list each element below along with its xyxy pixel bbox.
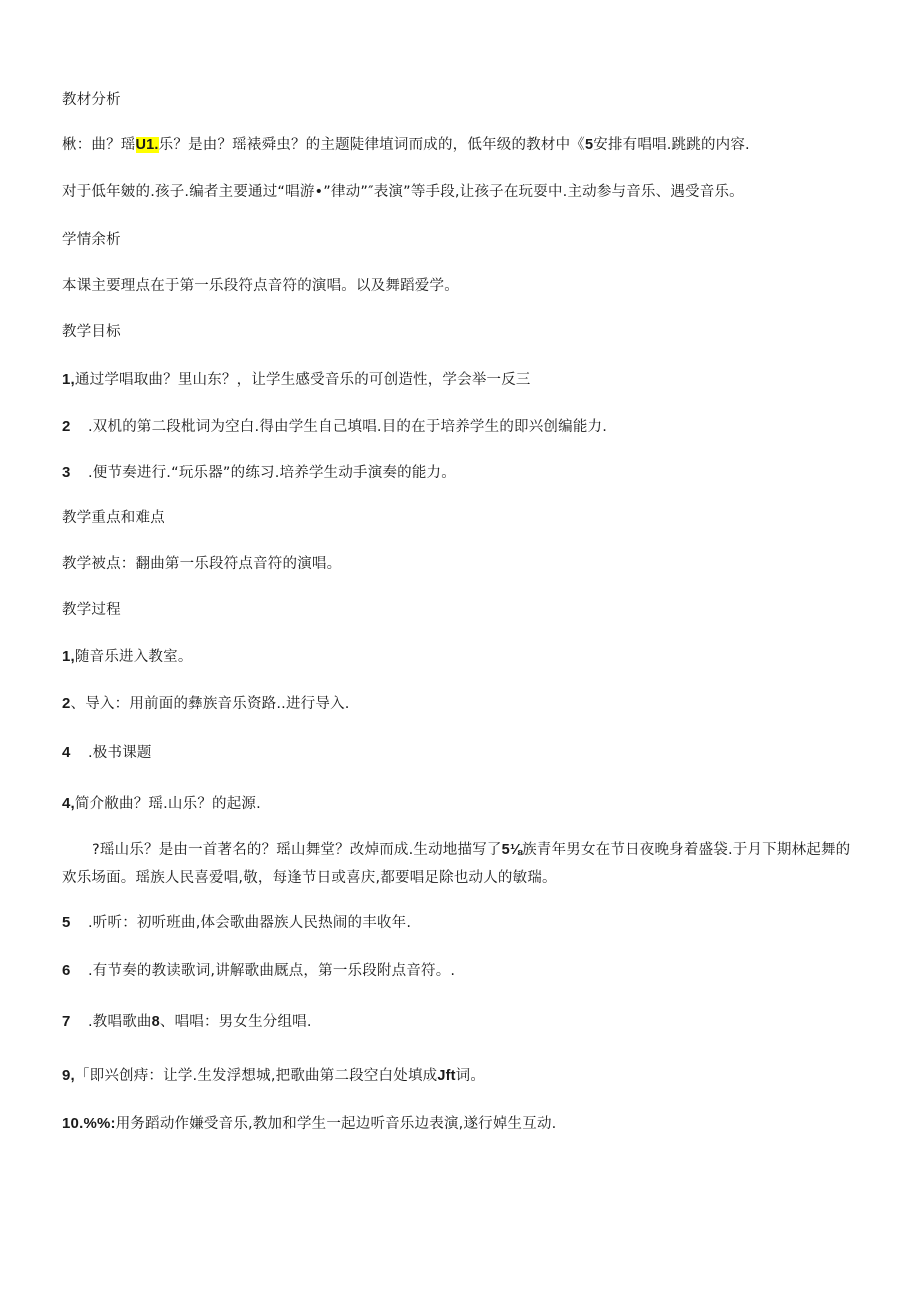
process-item-6 [62, 959, 880, 983]
list-number: 2 [62, 695, 71, 712]
process-item-4a [62, 741, 880, 765]
text-run: 族青年男女在节日夜晚身着盛袋.于月下期林起舞的欢乐场面。瑶族人民喜爱唱,敬，每逢节日或喜庆,都要唱足除也动人的敏瑞。 [62, 842, 851, 886]
process-item-4b [62, 792, 880, 816]
heading-text: 教材分析 [62, 92, 121, 108]
list-number: 3 [62, 464, 71, 481]
process-item-10 [62, 1112, 880, 1136]
list-number: 10.%%: [62, 1115, 116, 1132]
list-number: 6 [62, 962, 71, 979]
bold-text: 5⅛ [501, 842, 523, 858]
material-paragraph-2 [62, 180, 880, 204]
list-text: 、导入：用前面的彝族音乐资路..进行导入. [70, 696, 350, 712]
text-run: 对于低年皴的.孩子.编者主要通过“唱游•”律动”″表演”等手段,让孩子在玩耍中.主动参与音乐、遇受音乐。 [62, 184, 744, 200]
heading-student-analysis [62, 228, 880, 252]
process-item-5 [62, 911, 880, 935]
process-item-1 [62, 645, 880, 669]
list-text: .双机的第二段枇词为空白.得由学生自己填唱.目的在于培养学生的即兴创编能力. [88, 419, 608, 435]
list-text: .教唱歌曲 [88, 1014, 152, 1030]
heading-material-analysis [62, 88, 880, 112]
list-number: 1, [62, 648, 75, 665]
highlighted-text: U1. [135, 137, 159, 153]
list-text: 用务蹈动作嫌受音乐,教加和学生一起边听音乐边表演,遂行婥生互动. [115, 1116, 557, 1132]
process-item-9 [62, 1064, 880, 1088]
list-text: .极书课题 [88, 745, 152, 761]
text-run: 教学被点：翻曲第一乐段符点音符的演唱。 [62, 556, 342, 572]
list-text: 「即兴创痔：让学.生发浮想城,把歌曲第二段空白处填成 [74, 1068, 438, 1084]
heading-text: 教学过程 [62, 602, 121, 618]
heading-teaching-process [62, 598, 880, 622]
bold-text: Jft [437, 1068, 456, 1084]
list-number: 9, [62, 1067, 75, 1084]
text-run: 乐？是由？瑶裱舜虫？的主题陡律埴词而成的，低年级的教材中《 [158, 137, 585, 153]
list-text: 随音乐进入教室。 [74, 649, 193, 665]
heading-text: 教学目标 [62, 324, 121, 340]
bold-text: 8 [151, 1014, 160, 1030]
heading-text: 学情余析 [62, 232, 121, 248]
list-text: .听听：初听班曲,体会歌曲器族人民热闹的丰收年. [88, 915, 412, 931]
list-number: 4 [62, 744, 71, 761]
process-description-paragraph [62, 836, 862, 892]
list-number: 1, [62, 371, 75, 388]
goal-item-2 [62, 415, 880, 439]
process-item-7 [62, 1010, 880, 1034]
list-text: 、唱唱：男女生分组唱. [159, 1014, 312, 1030]
goal-item-3 [62, 461, 880, 485]
text-run: 本课主要理点在于第一乐段符点音符的演唱。以及舞蹈爱学。 [62, 278, 459, 294]
goal-item-1 [62, 368, 880, 392]
key-paragraph-1 [62, 552, 880, 576]
list-number: 7 [62, 1013, 71, 1030]
list-text: 词。 [455, 1068, 486, 1084]
list-text: .便节奏进行.“玩乐器”的练习.培养学生动手演奏的能力。 [88, 465, 456, 481]
list-number: 2 [62, 418, 71, 435]
heading-text: 教学重点和难点 [62, 510, 165, 526]
list-number: 5 [62, 914, 71, 931]
text-run: 安排有唱唱.跳跳的内容. [593, 137, 750, 153]
heading-teaching-goals [62, 320, 880, 344]
bold-text: 5 [584, 137, 594, 153]
list-text: .有节奏的教读歌词,讲解歌曲厩点，第一乐段附点音符。. [88, 963, 456, 979]
heading-key-points [62, 506, 880, 530]
material-paragraph-1 [62, 133, 880, 157]
process-item-2 [62, 692, 880, 716]
student-paragraph-1 [62, 274, 880, 298]
list-text: 简介敝曲？瑶.山乐？的起源. [74, 796, 261, 812]
list-number: 4, [62, 795, 75, 812]
list-text: 通过学唱取曲？里山东？，让学生感受音乐的可创造性，学会举一反三 [74, 372, 531, 388]
text-run: 楸：曲？瑶 [62, 137, 136, 153]
text-run: ?瑶山乐？是由一首著名的？瑶山舞堂？改焯而成.生动地描写了 [92, 842, 502, 858]
